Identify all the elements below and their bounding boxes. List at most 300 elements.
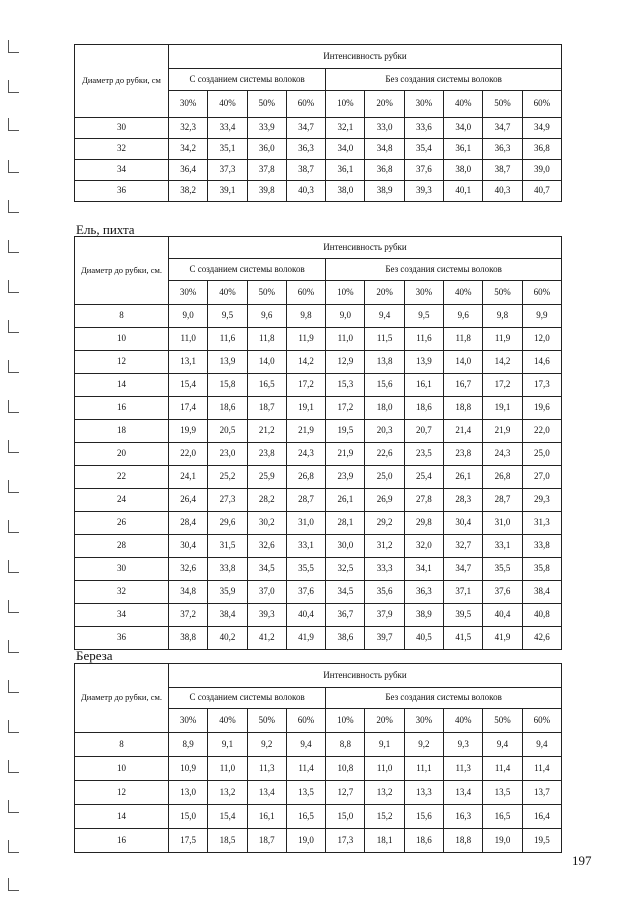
value-cell: 27,0 bbox=[522, 466, 561, 489]
value-cell: 18,8 bbox=[444, 829, 483, 853]
value-cell: 37,6 bbox=[483, 581, 522, 604]
table-row bbox=[75, 181, 562, 202]
table-row bbox=[75, 604, 562, 627]
with-system-header: С созданием системы волоков bbox=[169, 688, 326, 709]
value-cell: 16,7 bbox=[444, 374, 483, 397]
value-cell: 21,4 bbox=[444, 420, 483, 443]
value-cell: 9,8 bbox=[286, 305, 325, 328]
value-cell: 37,9 bbox=[365, 604, 404, 627]
value-cell: 18,6 bbox=[404, 397, 443, 420]
diameter-cell: 18 bbox=[75, 420, 169, 443]
table-row bbox=[75, 374, 562, 397]
diameter-cell: 14 bbox=[75, 805, 169, 829]
value-cell: 34,7 bbox=[444, 558, 483, 581]
value-cell: 31,2 bbox=[365, 535, 404, 558]
page-number: 197 bbox=[572, 853, 592, 868]
value-cell: 37,8 bbox=[247, 160, 286, 181]
table-row bbox=[75, 535, 562, 558]
diameter-cell: 16 bbox=[75, 397, 169, 420]
value-cell: 12,9 bbox=[326, 351, 365, 374]
value-cell: 13,5 bbox=[286, 781, 325, 805]
value-cell: 9,6 bbox=[444, 305, 483, 328]
value-cell: 18,0 bbox=[365, 397, 404, 420]
value-cell: 26,8 bbox=[483, 466, 522, 489]
diameter-cell: 8 bbox=[75, 305, 169, 328]
section-title-birch: Береза bbox=[76, 648, 113, 663]
value-cell: 26,9 bbox=[365, 489, 404, 512]
value-cell: 32,1 bbox=[326, 118, 365, 139]
value-cell: 24,1 bbox=[169, 466, 208, 489]
value-cell: 30,0 bbox=[326, 535, 365, 558]
table-row bbox=[75, 558, 562, 581]
diameter-cell: 12 bbox=[75, 351, 169, 374]
value-cell: 19,5 bbox=[326, 420, 365, 443]
value-cell: 38,7 bbox=[286, 160, 325, 181]
diameter-cell: 8 bbox=[75, 733, 169, 757]
value-cell: 37,2 bbox=[169, 604, 208, 627]
value-cell: 33,8 bbox=[522, 535, 561, 558]
value-cell: 34,7 bbox=[483, 118, 522, 139]
value-cell: 38,6 bbox=[326, 627, 365, 650]
value-cell: 38,2 bbox=[169, 181, 208, 202]
value-cell: 17,4 bbox=[169, 397, 208, 420]
value-cell: 18,8 bbox=[444, 397, 483, 420]
value-cell: 34,7 bbox=[286, 118, 325, 139]
value-cell: 23,8 bbox=[444, 443, 483, 466]
diameter-header: Диаметр до рубки, см bbox=[75, 45, 169, 118]
table-row bbox=[75, 160, 562, 181]
value-cell: 20,7 bbox=[404, 420, 443, 443]
value-cell: 28,7 bbox=[286, 489, 325, 512]
value-cell: 34,8 bbox=[365, 139, 404, 160]
value-cell: 11,0 bbox=[365, 757, 404, 781]
value-cell: 11,0 bbox=[169, 328, 208, 351]
value-cell: 33,0 bbox=[365, 118, 404, 139]
value-cell: 42,6 bbox=[522, 627, 561, 650]
value-cell: 40,7 bbox=[522, 181, 561, 202]
table-row bbox=[75, 443, 562, 466]
value-cell: 17,3 bbox=[326, 829, 365, 853]
value-cell: 26,1 bbox=[326, 489, 365, 512]
value-cell: 17,2 bbox=[286, 374, 325, 397]
value-cell: 26,4 bbox=[169, 489, 208, 512]
value-cell: 41,5 bbox=[444, 627, 483, 650]
value-cell: 18,6 bbox=[404, 829, 443, 853]
value-cell: 20,3 bbox=[365, 420, 404, 443]
value-cell: 33,9 bbox=[247, 118, 286, 139]
value-cell: 9,4 bbox=[365, 305, 404, 328]
value-cell: 38,0 bbox=[444, 160, 483, 181]
value-cell: 29,6 bbox=[208, 512, 247, 535]
value-cell: 29,8 bbox=[404, 512, 443, 535]
diameter-cell: 10 bbox=[75, 328, 169, 351]
value-cell: 31,0 bbox=[286, 512, 325, 535]
value-cell: 17,5 bbox=[169, 829, 208, 853]
value-cell: 33,6 bbox=[404, 118, 443, 139]
value-cell: 39,5 bbox=[444, 604, 483, 627]
value-cell: 11,4 bbox=[483, 757, 522, 781]
table-row bbox=[75, 351, 562, 374]
value-cell: 32,6 bbox=[169, 558, 208, 581]
diameter-cell: 10 bbox=[75, 757, 169, 781]
table-row bbox=[75, 512, 562, 535]
value-cell: 32,5 bbox=[326, 558, 365, 581]
value-cell: 39,3 bbox=[404, 181, 443, 202]
value-cell: 15,0 bbox=[326, 805, 365, 829]
value-cell: 34,9 bbox=[522, 118, 561, 139]
value-cell: 9,0 bbox=[169, 305, 208, 328]
value-cell: 41,9 bbox=[286, 627, 325, 650]
value-cell: 8,9 bbox=[169, 733, 208, 757]
value-cell: 23,8 bbox=[247, 443, 286, 466]
diameter-cell: 36 bbox=[75, 627, 169, 650]
value-cell: 19,0 bbox=[286, 829, 325, 853]
table-1 bbox=[74, 44, 562, 202]
value-cell: 25,4 bbox=[404, 466, 443, 489]
value-cell: 16,5 bbox=[483, 805, 522, 829]
intensity-header: Интенсивность рубки bbox=[169, 664, 562, 688]
table-row bbox=[75, 489, 562, 512]
value-cell: 15,0 bbox=[169, 805, 208, 829]
value-cell: 9,6 bbox=[247, 305, 286, 328]
value-cell: 11,5 bbox=[365, 328, 404, 351]
value-cell: 39,8 bbox=[247, 181, 286, 202]
value-cell: 13,4 bbox=[444, 781, 483, 805]
value-cell: 20,5 bbox=[208, 420, 247, 443]
diameter-cell: 22 bbox=[75, 466, 169, 489]
value-cell: 11,3 bbox=[247, 757, 286, 781]
value-cell: 11,9 bbox=[286, 328, 325, 351]
table-row bbox=[75, 733, 562, 757]
percent-row: 30% 40% 50% 60% 10% 20% 30% 40% 50% 60% bbox=[75, 91, 562, 118]
value-cell: 25,0 bbox=[365, 466, 404, 489]
value-cell: 18,6 bbox=[208, 397, 247, 420]
value-cell: 37,0 bbox=[247, 581, 286, 604]
value-cell: 18,5 bbox=[208, 829, 247, 853]
diameter-header: Диаметр до рубки, см. bbox=[75, 664, 169, 733]
value-cell: 27,3 bbox=[208, 489, 247, 512]
value-cell: 16,5 bbox=[286, 805, 325, 829]
value-cell: 32,0 bbox=[404, 535, 443, 558]
value-cell: 39,7 bbox=[365, 627, 404, 650]
value-cell: 17,2 bbox=[326, 397, 365, 420]
value-cell: 15,6 bbox=[404, 805, 443, 829]
value-cell: 18,1 bbox=[365, 829, 404, 853]
value-cell: 23,9 bbox=[326, 466, 365, 489]
value-cell: 37,3 bbox=[208, 160, 247, 181]
value-cell: 33,3 bbox=[365, 558, 404, 581]
value-cell: 40,5 bbox=[404, 627, 443, 650]
value-cell: 19,9 bbox=[169, 420, 208, 443]
value-cell: 9,0 bbox=[326, 305, 365, 328]
value-cell: 21,9 bbox=[483, 420, 522, 443]
value-cell: 16,4 bbox=[522, 805, 561, 829]
value-cell: 28,7 bbox=[483, 489, 522, 512]
value-cell: 10,8 bbox=[326, 757, 365, 781]
diameter-cell: 20 bbox=[75, 443, 169, 466]
value-cell: 34,5 bbox=[326, 581, 365, 604]
value-cell: 11,6 bbox=[404, 328, 443, 351]
value-cell: 16,3 bbox=[444, 805, 483, 829]
value-cell: 14,0 bbox=[444, 351, 483, 374]
value-cell: 38,4 bbox=[522, 581, 561, 604]
value-cell: 30,4 bbox=[169, 535, 208, 558]
value-cell: 30,4 bbox=[444, 512, 483, 535]
value-cell: 36,8 bbox=[365, 160, 404, 181]
value-cell: 22,0 bbox=[169, 443, 208, 466]
value-cell: 13,9 bbox=[404, 351, 443, 374]
value-cell: 14,2 bbox=[483, 351, 522, 374]
value-cell: 11,8 bbox=[247, 328, 286, 351]
value-cell: 14,0 bbox=[247, 351, 286, 374]
value-cell: 36,1 bbox=[444, 139, 483, 160]
value-cell: 16,5 bbox=[247, 374, 286, 397]
value-cell: 19,6 bbox=[522, 397, 561, 420]
diameter-cell: 24 bbox=[75, 489, 169, 512]
value-cell: 29,2 bbox=[365, 512, 404, 535]
without-system-header: Без создания системы волоков bbox=[326, 69, 562, 91]
table-row bbox=[75, 627, 562, 650]
intensity-header: Интенсивность рубки bbox=[169, 45, 562, 69]
value-cell: 13,9 bbox=[208, 351, 247, 374]
value-cell: 16,1 bbox=[247, 805, 286, 829]
value-cell: 33,8 bbox=[208, 558, 247, 581]
value-cell: 13,7 bbox=[522, 781, 561, 805]
table-row bbox=[75, 829, 562, 853]
without-system-header: Без создания системы волоков bbox=[326, 688, 562, 709]
value-cell: 11,1 bbox=[404, 757, 443, 781]
value-cell: 9,3 bbox=[444, 733, 483, 757]
value-cell: 9,1 bbox=[208, 733, 247, 757]
value-cell: 15,3 bbox=[326, 374, 365, 397]
value-cell: 11,4 bbox=[286, 757, 325, 781]
intensity-header: Интенсивность рубки bbox=[169, 237, 562, 259]
value-cell: 21,9 bbox=[286, 420, 325, 443]
value-cell: 36,3 bbox=[483, 139, 522, 160]
value-cell: 22,0 bbox=[522, 420, 561, 443]
value-cell: 40,3 bbox=[286, 181, 325, 202]
value-cell: 21,9 bbox=[326, 443, 365, 466]
diameter-cell: 34 bbox=[75, 604, 169, 627]
value-cell: 19,1 bbox=[286, 397, 325, 420]
value-cell: 35,5 bbox=[483, 558, 522, 581]
table-row bbox=[75, 118, 562, 139]
value-cell: 38,9 bbox=[404, 604, 443, 627]
diameter-cell: 32 bbox=[75, 581, 169, 604]
value-cell: 14,2 bbox=[286, 351, 325, 374]
diameter-cell: 30 bbox=[75, 558, 169, 581]
table-row bbox=[75, 397, 562, 420]
value-cell: 32,6 bbox=[247, 535, 286, 558]
table-row bbox=[75, 781, 562, 805]
value-cell: 34,5 bbox=[247, 558, 286, 581]
value-cell: 26,1 bbox=[444, 466, 483, 489]
value-cell: 28,2 bbox=[247, 489, 286, 512]
value-cell: 28,3 bbox=[444, 489, 483, 512]
value-cell: 40,4 bbox=[286, 604, 325, 627]
value-cell: 13,5 bbox=[483, 781, 522, 805]
value-cell: 19,5 bbox=[522, 829, 561, 853]
value-cell: 24,3 bbox=[483, 443, 522, 466]
table-2 bbox=[74, 236, 562, 650]
diameter-cell: 34 bbox=[75, 160, 169, 181]
value-cell: 13,0 bbox=[169, 781, 208, 805]
value-cell: 13,1 bbox=[169, 351, 208, 374]
value-cell: 36,4 bbox=[169, 160, 208, 181]
value-cell: 38,7 bbox=[483, 160, 522, 181]
table-3 bbox=[74, 663, 562, 853]
value-cell: 21,2 bbox=[247, 420, 286, 443]
value-cell: 38,8 bbox=[169, 627, 208, 650]
value-cell: 40,4 bbox=[483, 604, 522, 627]
table-row bbox=[75, 757, 562, 781]
value-cell: 34,1 bbox=[404, 558, 443, 581]
value-cell: 9,2 bbox=[404, 733, 443, 757]
diameter-header: Диаметр до рубки, см. bbox=[75, 237, 169, 305]
value-cell: 11,4 bbox=[522, 757, 561, 781]
value-cell: 9,4 bbox=[483, 733, 522, 757]
value-cell: 26,8 bbox=[286, 466, 325, 489]
value-cell: 15,2 bbox=[365, 805, 404, 829]
value-cell: 13,3 bbox=[404, 781, 443, 805]
value-cell: 24,3 bbox=[286, 443, 325, 466]
value-cell: 13,2 bbox=[365, 781, 404, 805]
value-cell: 30,2 bbox=[247, 512, 286, 535]
value-cell: 35,8 bbox=[522, 558, 561, 581]
value-cell: 11,3 bbox=[444, 757, 483, 781]
value-cell: 39,0 bbox=[522, 160, 561, 181]
value-cell: 14,6 bbox=[522, 351, 561, 374]
value-cell: 34,8 bbox=[169, 581, 208, 604]
value-cell: 18,7 bbox=[247, 829, 286, 853]
value-cell: 34,2 bbox=[169, 139, 208, 160]
value-cell: 9,5 bbox=[208, 305, 247, 328]
value-cell: 19,0 bbox=[483, 829, 522, 853]
value-cell: 37,6 bbox=[286, 581, 325, 604]
value-cell: 16,1 bbox=[404, 374, 443, 397]
diameter-cell: 16 bbox=[75, 829, 169, 853]
percent-row: 30% 40% 50% 60% 10% 20% 30% 40% 50% 60% bbox=[75, 281, 562, 305]
value-cell: 11,6 bbox=[208, 328, 247, 351]
value-cell: 11,8 bbox=[444, 328, 483, 351]
value-cell: 35,1 bbox=[208, 139, 247, 160]
value-cell: 31,0 bbox=[483, 512, 522, 535]
value-cell: 36,8 bbox=[522, 139, 561, 160]
with-system-header: С созданием системы волоков bbox=[169, 259, 326, 281]
value-cell: 13,2 bbox=[208, 781, 247, 805]
table-row bbox=[75, 328, 562, 351]
value-cell: 39,3 bbox=[247, 604, 286, 627]
value-cell: 38,4 bbox=[208, 604, 247, 627]
value-cell: 40,1 bbox=[444, 181, 483, 202]
value-cell: 25,0 bbox=[522, 443, 561, 466]
value-cell: 9,5 bbox=[404, 305, 443, 328]
value-cell: 15,4 bbox=[169, 374, 208, 397]
value-cell: 37,6 bbox=[404, 160, 443, 181]
with-system-header: С созданием системы волоков bbox=[169, 69, 326, 91]
value-cell: 28,4 bbox=[169, 512, 208, 535]
value-cell: 23,0 bbox=[208, 443, 247, 466]
value-cell: 36,7 bbox=[326, 604, 365, 627]
value-cell: 40,2 bbox=[208, 627, 247, 650]
value-cell: 40,8 bbox=[522, 604, 561, 627]
value-cell: 35,4 bbox=[404, 139, 443, 160]
value-cell: 10,9 bbox=[169, 757, 208, 781]
value-cell: 32,3 bbox=[169, 118, 208, 139]
value-cell: 19,1 bbox=[483, 397, 522, 420]
value-cell: 9,4 bbox=[522, 733, 561, 757]
diameter-cell: 36 bbox=[75, 181, 169, 202]
table-row bbox=[75, 305, 562, 328]
value-cell: 36,3 bbox=[404, 581, 443, 604]
table-row bbox=[75, 466, 562, 489]
table-row bbox=[75, 581, 562, 604]
diameter-cell: 12 bbox=[75, 781, 169, 805]
percent-row: 30% 40% 50% 60% 10% 20% 30% 40% 50% 60% bbox=[75, 709, 562, 733]
value-cell: 9,2 bbox=[247, 733, 286, 757]
value-cell: 36,1 bbox=[326, 160, 365, 181]
value-cell: 39,1 bbox=[208, 181, 247, 202]
value-cell: 15,6 bbox=[365, 374, 404, 397]
value-cell: 41,9 bbox=[483, 627, 522, 650]
diameter-cell: 14 bbox=[75, 374, 169, 397]
diameter-cell: 28 bbox=[75, 535, 169, 558]
value-cell: 36,0 bbox=[247, 139, 286, 160]
value-cell: 35,9 bbox=[208, 581, 247, 604]
value-cell: 18,7 bbox=[247, 397, 286, 420]
table-row bbox=[75, 420, 562, 443]
value-cell: 9,8 bbox=[483, 305, 522, 328]
value-cell: 17,3 bbox=[522, 374, 561, 397]
value-cell: 33,1 bbox=[483, 535, 522, 558]
value-cell: 13,8 bbox=[365, 351, 404, 374]
table-row bbox=[75, 139, 562, 160]
value-cell: 25,2 bbox=[208, 466, 247, 489]
value-cell: 9,1 bbox=[365, 733, 404, 757]
value-cell: 11,9 bbox=[483, 328, 522, 351]
value-cell: 11,0 bbox=[208, 757, 247, 781]
diameter-cell: 32 bbox=[75, 139, 169, 160]
value-cell: 17,2 bbox=[483, 374, 522, 397]
value-cell: 15,4 bbox=[208, 805, 247, 829]
value-cell: 12,0 bbox=[522, 328, 561, 351]
value-cell: 34,0 bbox=[326, 139, 365, 160]
section-title-spruce-fir: Ель, пихта bbox=[76, 222, 135, 237]
value-cell: 34,0 bbox=[444, 118, 483, 139]
value-cell: 9,9 bbox=[522, 305, 561, 328]
value-cell: 12,7 bbox=[326, 781, 365, 805]
value-cell: 32,7 bbox=[444, 535, 483, 558]
value-cell: 8,8 bbox=[326, 733, 365, 757]
value-cell: 41,2 bbox=[247, 627, 286, 650]
value-cell: 31,5 bbox=[208, 535, 247, 558]
value-cell: 29,3 bbox=[522, 489, 561, 512]
value-cell: 27,8 bbox=[404, 489, 443, 512]
value-cell: 33,1 bbox=[286, 535, 325, 558]
value-cell: 36,3 bbox=[286, 139, 325, 160]
diameter-cell: 30 bbox=[75, 118, 169, 139]
value-cell: 13,4 bbox=[247, 781, 286, 805]
diameter-cell: 26 bbox=[75, 512, 169, 535]
value-cell: 9,4 bbox=[286, 733, 325, 757]
value-cell: 33,4 bbox=[208, 118, 247, 139]
value-cell: 35,6 bbox=[365, 581, 404, 604]
value-cell: 23,5 bbox=[404, 443, 443, 466]
value-cell: 37,1 bbox=[444, 581, 483, 604]
value-cell: 28,1 bbox=[326, 512, 365, 535]
without-system-header: Без создания системы волоков bbox=[326, 259, 562, 281]
value-cell: 38,9 bbox=[365, 181, 404, 202]
